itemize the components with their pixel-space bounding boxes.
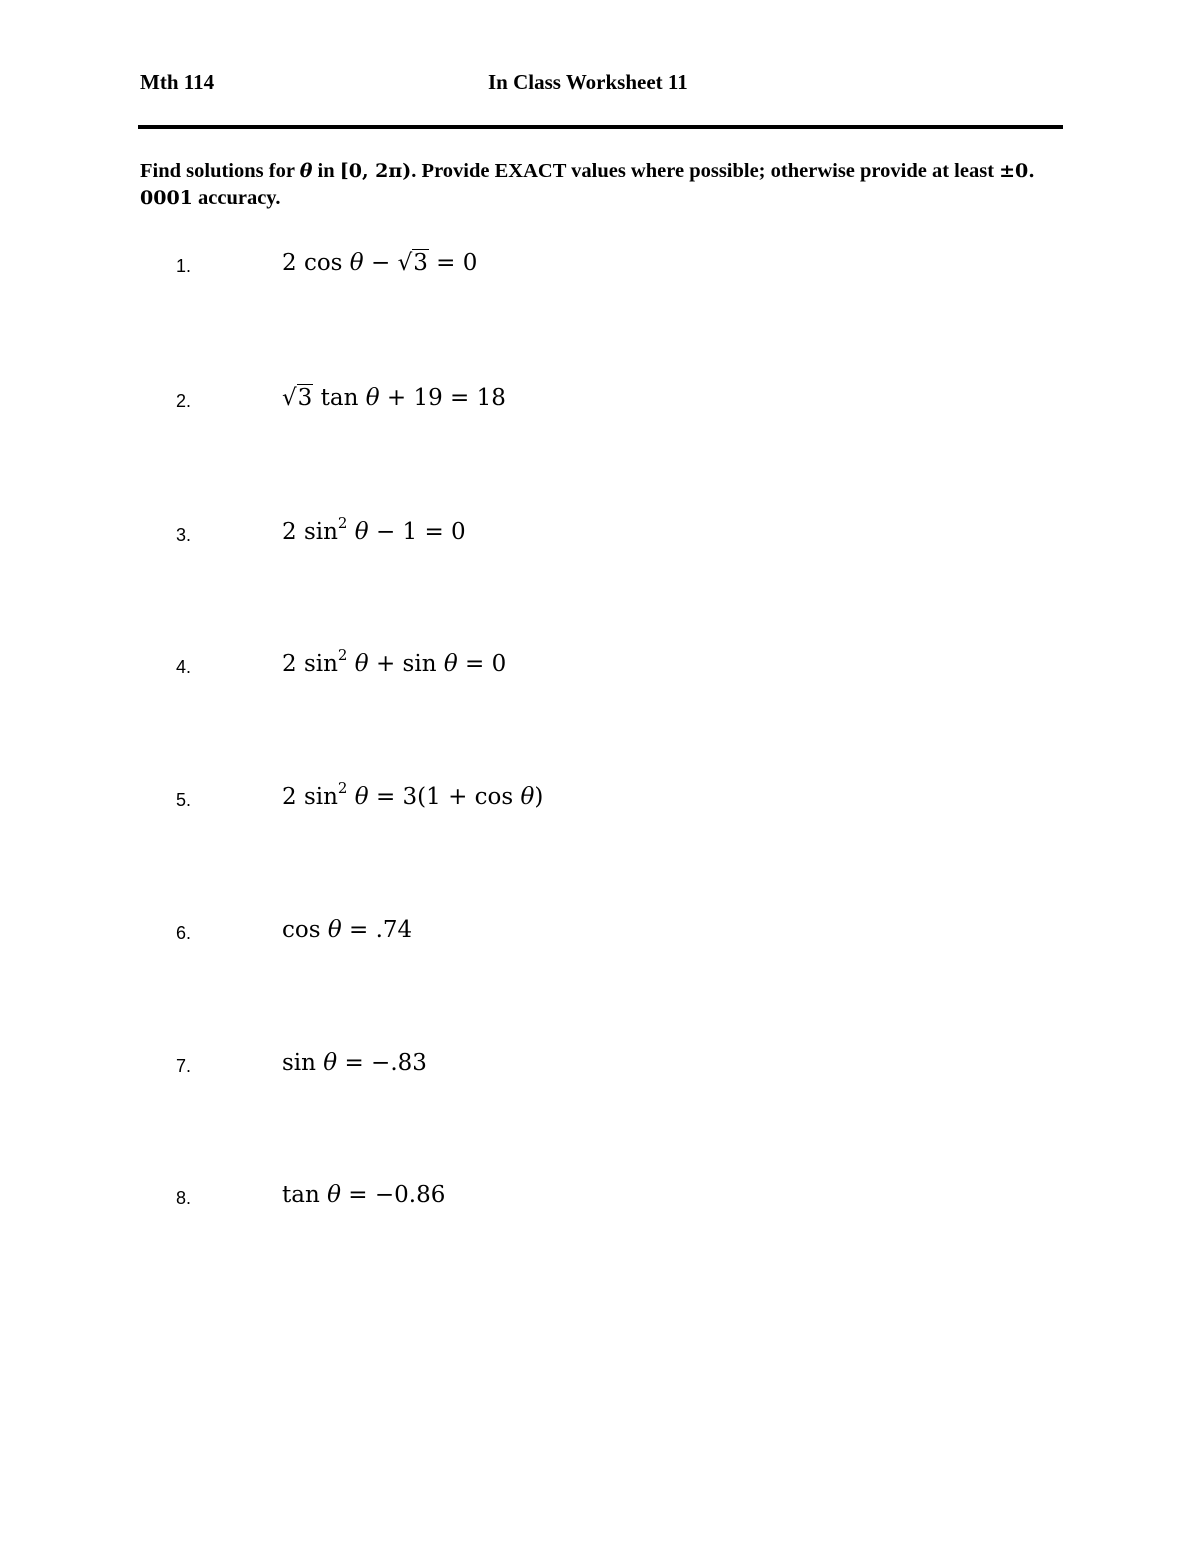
problem-6 bbox=[0, 917, 1200, 957]
problem-2 bbox=[0, 385, 1200, 425]
problem-3 bbox=[0, 514, 1200, 559]
problem-8 bbox=[0, 1182, 1200, 1222]
course-label: Mth 114 bbox=[140, 70, 215, 94]
problem-number: 6. bbox=[176, 923, 192, 943]
eq-variable: θ bbox=[349, 250, 364, 276]
eq-part: cos bbox=[282, 917, 328, 943]
eq-variable: θ bbox=[520, 784, 535, 810]
problem-1 bbox=[0, 250, 1200, 290]
problem-equation bbox=[282, 514, 466, 545]
eq-part: 2 sin bbox=[282, 784, 338, 810]
problem-equation bbox=[282, 385, 506, 411]
header-divider bbox=[138, 125, 1063, 129]
instructions-theta: θ bbox=[299, 160, 313, 182]
radicand: 3 bbox=[297, 385, 313, 411]
problem-number: 8. bbox=[176, 1188, 192, 1208]
problem-equation bbox=[282, 917, 412, 943]
eq-part: 2 sin bbox=[282, 519, 338, 545]
problem-number: 2. bbox=[176, 391, 192, 411]
eq-part: sin bbox=[282, 1050, 324, 1076]
instructions bbox=[140, 158, 1060, 212]
eq-variable: θ bbox=[327, 1182, 341, 1208]
eq-variable: θ bbox=[354, 784, 369, 810]
eq-exponent: 2 bbox=[337, 514, 348, 533]
instructions-text-4: accuracy. bbox=[192, 187, 281, 209]
eq-variable: θ bbox=[354, 519, 369, 545]
instructions-text-3: . Provide EXACT values where possible; otherwise provide at least bbox=[411, 160, 1000, 182]
eq-part: = −.83 bbox=[337, 1050, 427, 1076]
eq-part: + sin bbox=[368, 651, 444, 677]
eq-part: − 1 = 0 bbox=[368, 519, 466, 545]
eq-variable: θ bbox=[443, 651, 458, 677]
instructions-accuracy: ±0. 0001 bbox=[140, 160, 1035, 209]
square-root bbox=[282, 385, 313, 411]
eq-exponent: 2 bbox=[337, 779, 348, 798]
eq-part: 2 cos bbox=[282, 250, 350, 276]
eq-exponent: 2 bbox=[337, 646, 348, 665]
problem-number: 3. bbox=[176, 525, 192, 545]
eq-part: = −0.86 bbox=[340, 1182, 446, 1208]
eq-part: ) bbox=[534, 784, 544, 810]
problem-number: 1. bbox=[176, 256, 192, 276]
eq-part: tan bbox=[313, 385, 366, 411]
eq-part: 2 sin bbox=[282, 651, 338, 677]
square-root bbox=[398, 250, 429, 276]
eq-part: = 0 bbox=[428, 250, 478, 276]
radical-sign: √ bbox=[397, 250, 413, 276]
instructions-text-2: in bbox=[312, 160, 340, 182]
eq-part: = .74 bbox=[341, 917, 413, 943]
problem-equation bbox=[282, 1182, 445, 1208]
problem-7 bbox=[0, 1050, 1200, 1090]
eq-part: − bbox=[363, 250, 398, 276]
radical-sign: √ bbox=[282, 385, 297, 411]
eq-part: + 19 = 18 bbox=[379, 385, 506, 411]
eq-part: tan bbox=[282, 1182, 328, 1208]
problem-number: 5. bbox=[176, 790, 192, 810]
instructions-interval: [0, 2π) bbox=[339, 160, 412, 182]
radicand: 3 bbox=[413, 250, 428, 276]
problem-5 bbox=[0, 779, 1200, 824]
eq-part: = 3(1 + cos bbox=[368, 784, 521, 810]
eq-variable: θ bbox=[323, 1050, 338, 1076]
instructions-text-1: Find solutions for bbox=[140, 160, 300, 182]
problem-number: 4. bbox=[176, 657, 192, 677]
problem-equation bbox=[282, 646, 507, 677]
eq-variable: θ bbox=[354, 651, 369, 677]
problem-4 bbox=[0, 646, 1200, 691]
problem-equation bbox=[282, 250, 477, 276]
problem-number: 7. bbox=[176, 1056, 192, 1076]
problem-equation bbox=[282, 779, 544, 810]
worksheet-title: In Class Worksheet 11 bbox=[488, 70, 688, 94]
problem-equation bbox=[282, 1050, 427, 1076]
eq-variable: θ bbox=[365, 385, 380, 411]
eq-variable: θ bbox=[327, 917, 342, 943]
eq-part: = 0 bbox=[457, 651, 507, 677]
